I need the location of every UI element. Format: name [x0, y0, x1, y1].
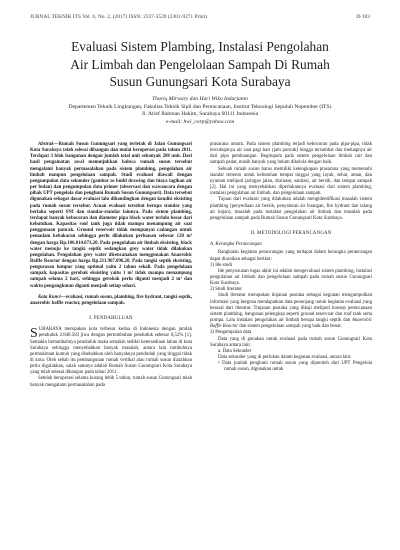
list-subitem-label: a. Data Sekunder [218, 348, 252, 354]
author-email: e-mail: hwi_corp@yahoo.com [165, 118, 235, 125]
intro-paragraph [30, 327, 192, 376]
list-bullet-text: • Data jumlah penghuni rumah susun yang diperoleh dari UPT Pengelola rumah susun, digunakan untuk [218, 361, 372, 373]
author-address: Jl. Arief Rahman Hakim, Surabaya 60111 Indonesia [141, 111, 259, 118]
keywords-text: —evaluasi, rumah susun, plambing, fire hydrant, tangki septik, anaerobic baffle reactor, pengelolaan sampah. [30, 294, 192, 306]
abstract-label: Abstrak [38, 142, 54, 147]
list-item-text-part: dan sistem pengelolaan sampah yang baik dan benar. [238, 324, 342, 330]
list-item-label: 2) Studi literatur [210, 287, 243, 293]
running-header [30, 14, 370, 20]
list-item-text: Data yang di gunakan untuk evaluasi pada rumah susun Gunungsari Kota Surabaya antara lain: [210, 336, 372, 348]
drop-cap: S [30, 326, 38, 342]
author-names: Thariq Mirwary dan Hari Wiko Indarjanto [152, 96, 248, 102]
journal-info: JURNAL TEKNIK ITS Vol. 6, No. 2, (2017) ISSN: 2337-3539 (2301-9271 Print) [30, 14, 207, 20]
body-paragraph: Tujuan dari evaluasi yang dilakukan adalah mengidentifikasi masalah sistem plambing (penyediaan air bersih, penyaluran air buangan, fire hydrant dan talang air hujan), masalah pada instalasi pengolahan air limbah dan masalah pada pengelolaan sampah pada Rumah Susun Gunungsari Kota Surabaya. [210, 197, 372, 221]
body-paragraph: Sebuah rumah susun harus memiliki kelengkapan prasarana yang memenuhi standar tertentu untuk kebutuhan tempat tinggal yang layak, sehat, aman, dan nyaman meliputi jaringan jalan, drainase, sanitasi, air bersih, dan tempat sampah [2]. Hal ini yang menyebabkan diperlukannya evaluasi dari sistem plambing, instalasi pengolahan air limbah, dan pengelolaan sampah. [210, 166, 372, 197]
section-heading-introduction: I. PENDAHULUAN [89, 316, 133, 322]
list-subitem-text: Data sekunder yang di perlukan dalam kegiatan evaluasi, antara lain: [218, 355, 352, 360]
list-item-text-part: Studi literatur merupakan tinjauan pustaka sebagai kegiatan mengumpulkan informasi yang berguna mendapatkan data penunjang untuk kegiatan evaluasi yang berasal dari literatur. Tinjauan pustaka yang dikaji meliputi konsep perencanaan sistem plambing, bangunan pelengkap seperti ground reservoar dan roof tank serta pompa. Lalu instalasi pengolahan air limbah berupa tangki septik dan [210, 293, 372, 324]
paper-title [24, 38, 376, 91]
body-paragraph: prasarana umum. Pada sistem plambing terjadi kebocoran pada pipa-pipa, tidak tercukupinya air saat pagi hari (jam puncak) hingga tersumbat dan meluapnya air dari pipa pembuangan. Begitupula pada sistem pengelolaan limbah cair dan sampah padat, masih banyak yang belum dikelola dengan baik. [210, 142, 372, 166]
section-heading-method: II. METODOLOGI PERANCANGAN [250, 231, 332, 237]
author-affiliation: Departemen Teknik Lingkungan, Fakultas Teknik Sipil dan Perencanaan, Institut Teknologi Sepuluh Nopember (ITS) [68, 103, 332, 110]
author-block [20, 96, 380, 126]
list-item-label: 1) Ide studi [210, 262, 233, 268]
title-line: Evaluasi Sistem Plambing, Instalasi Pengolahan [71, 39, 329, 54]
intro-paragraph-2: Setelah beroperasi selama kurang lebih 5 tahun, rumah susun Gunungsari telah banyak mengalami permasalahan pada [30, 376, 192, 388]
list-item-text: Ide penyusunan tugas akhir ini adalah mengevaluasi sistem plambing, instalasi pengolahan air limbah dan pengelolaan sampah pada rumah susun Gunungsari Kota Surabaya. [210, 268, 372, 287]
title-line: Air Limbah dan Pengelolaan Sampah Di Rumah [70, 56, 330, 72]
page-number: D-103 [356, 14, 370, 20]
abstract [30, 142, 192, 290]
list-item-italic: Anaerobic Baffle Reactor [210, 318, 372, 330]
keywords [30, 295, 192, 307]
title-line: Susun Gunungsari Kota Surabaya [109, 74, 291, 89]
keywords-label: Kata Kunci [38, 294, 61, 300]
list-item-label: 3) Pengumpulan data [210, 330, 252, 336]
subsection-heading: A. Kerangka Perancangan [210, 242, 262, 248]
intro-text: URABAYA merupakan kota terbesar kedua di Indonesia dengan jumlah penduduk 2.848.583 jiwa dengan pertumbuhan penduduk sebesar 0,52% [1]. Semakin bertambahnya penduduk maka semakin sedikit ketersediaan lahan di kota Surabaya sehingga menyebabkan banyak masalah, antara lain tumbuhnya permukiman kumuh yang disebabkan oleh banyaknya penduduk yang tinggal tidak di kota. Oleh sebab itu pembangunan rumah vertikal atau rumah susun diarahkan perlu digalakkan, salah satunya adalah Rumah Susun Gunungsari Kota Surabaya yang telah selesai dibangun pada tahun 2011. [30, 327, 192, 376]
abstract-text: —Rumah Susun Gunungsari yang terletak di Jalan Gunungsari Kota Surabaya telah selesai dibangun dan mulai beroperasi pada tahun 2011. Terdapat 3 blok bangunan dengan jumlah total unit sebanyak 288 unit. Dari hasil pengamatan awal menunjukkan bahwa rumah susun tersebut mengalami banyak permasalahan pada sistem plambing, pengolahan air limbah maupun pengelolaan sampah. Studi evaluasi diawali dengan pengumpulan data sekunder (gambar as build drawing dan biaya tagihan air per bulan) dan pengumpulan data primer (observasi dan wawancara dengan pihak UPT pengelola dan penghuni Rumah Susun Gunungsari). Data tersebut digunakan sebagai dasar evaluasi lalu dibandingkan dengan kondisi eksisting pada rumah susun tersebut. Acuan evaluasi tersebut berupa standar yang berlaku seperti SNI dan standar-standar lainnya. Pada sistem plambing, terdapat banyak kebocoran dan diameter pipa black water terlalu besar dari kebutuhan. Kapasitas roof tank juga tidak mampu menampung air saat penggunaan puncak. Ground reservoir tidak mempunyai cadangan untuk pemadam kebakaran sehingga perlu dilakukan perluasan sebesar 120 m³ dengan harga Rp.106.014.073,20. Pada pengolahan air limbah eksisting, black water menuju ke tangki septik sedangkan grey water tidak dilakukan pengolahan. Pengolahan grey water direncanakan menggunakan Anaerobic Baffle Reactor dengan harga Rp.211.967.096,20. Pada tangki septik eksisting, pengurasan lumpur yang optimal yaitu 2 tahun sekali. Pada pengelolaan sampah, kapasitas gerobak eksisting yaitu 1 m³ tidak mampu menampung sampah selama 2 hari, sehingga gerobak perlu diganti menjadi 2 m³ dan waktu pengangkutan diganti menjadi setiap sehari. [30, 142, 192, 289]
left-column [30, 142, 192, 389]
body-paragraph: Rangkaian kegiatan perancangan yang terdapat dalam kerangka perancangan dapat diuraikan sebagai berikut: [210, 250, 372, 262]
right-column [210, 142, 372, 373]
list-item-text [210, 293, 372, 330]
